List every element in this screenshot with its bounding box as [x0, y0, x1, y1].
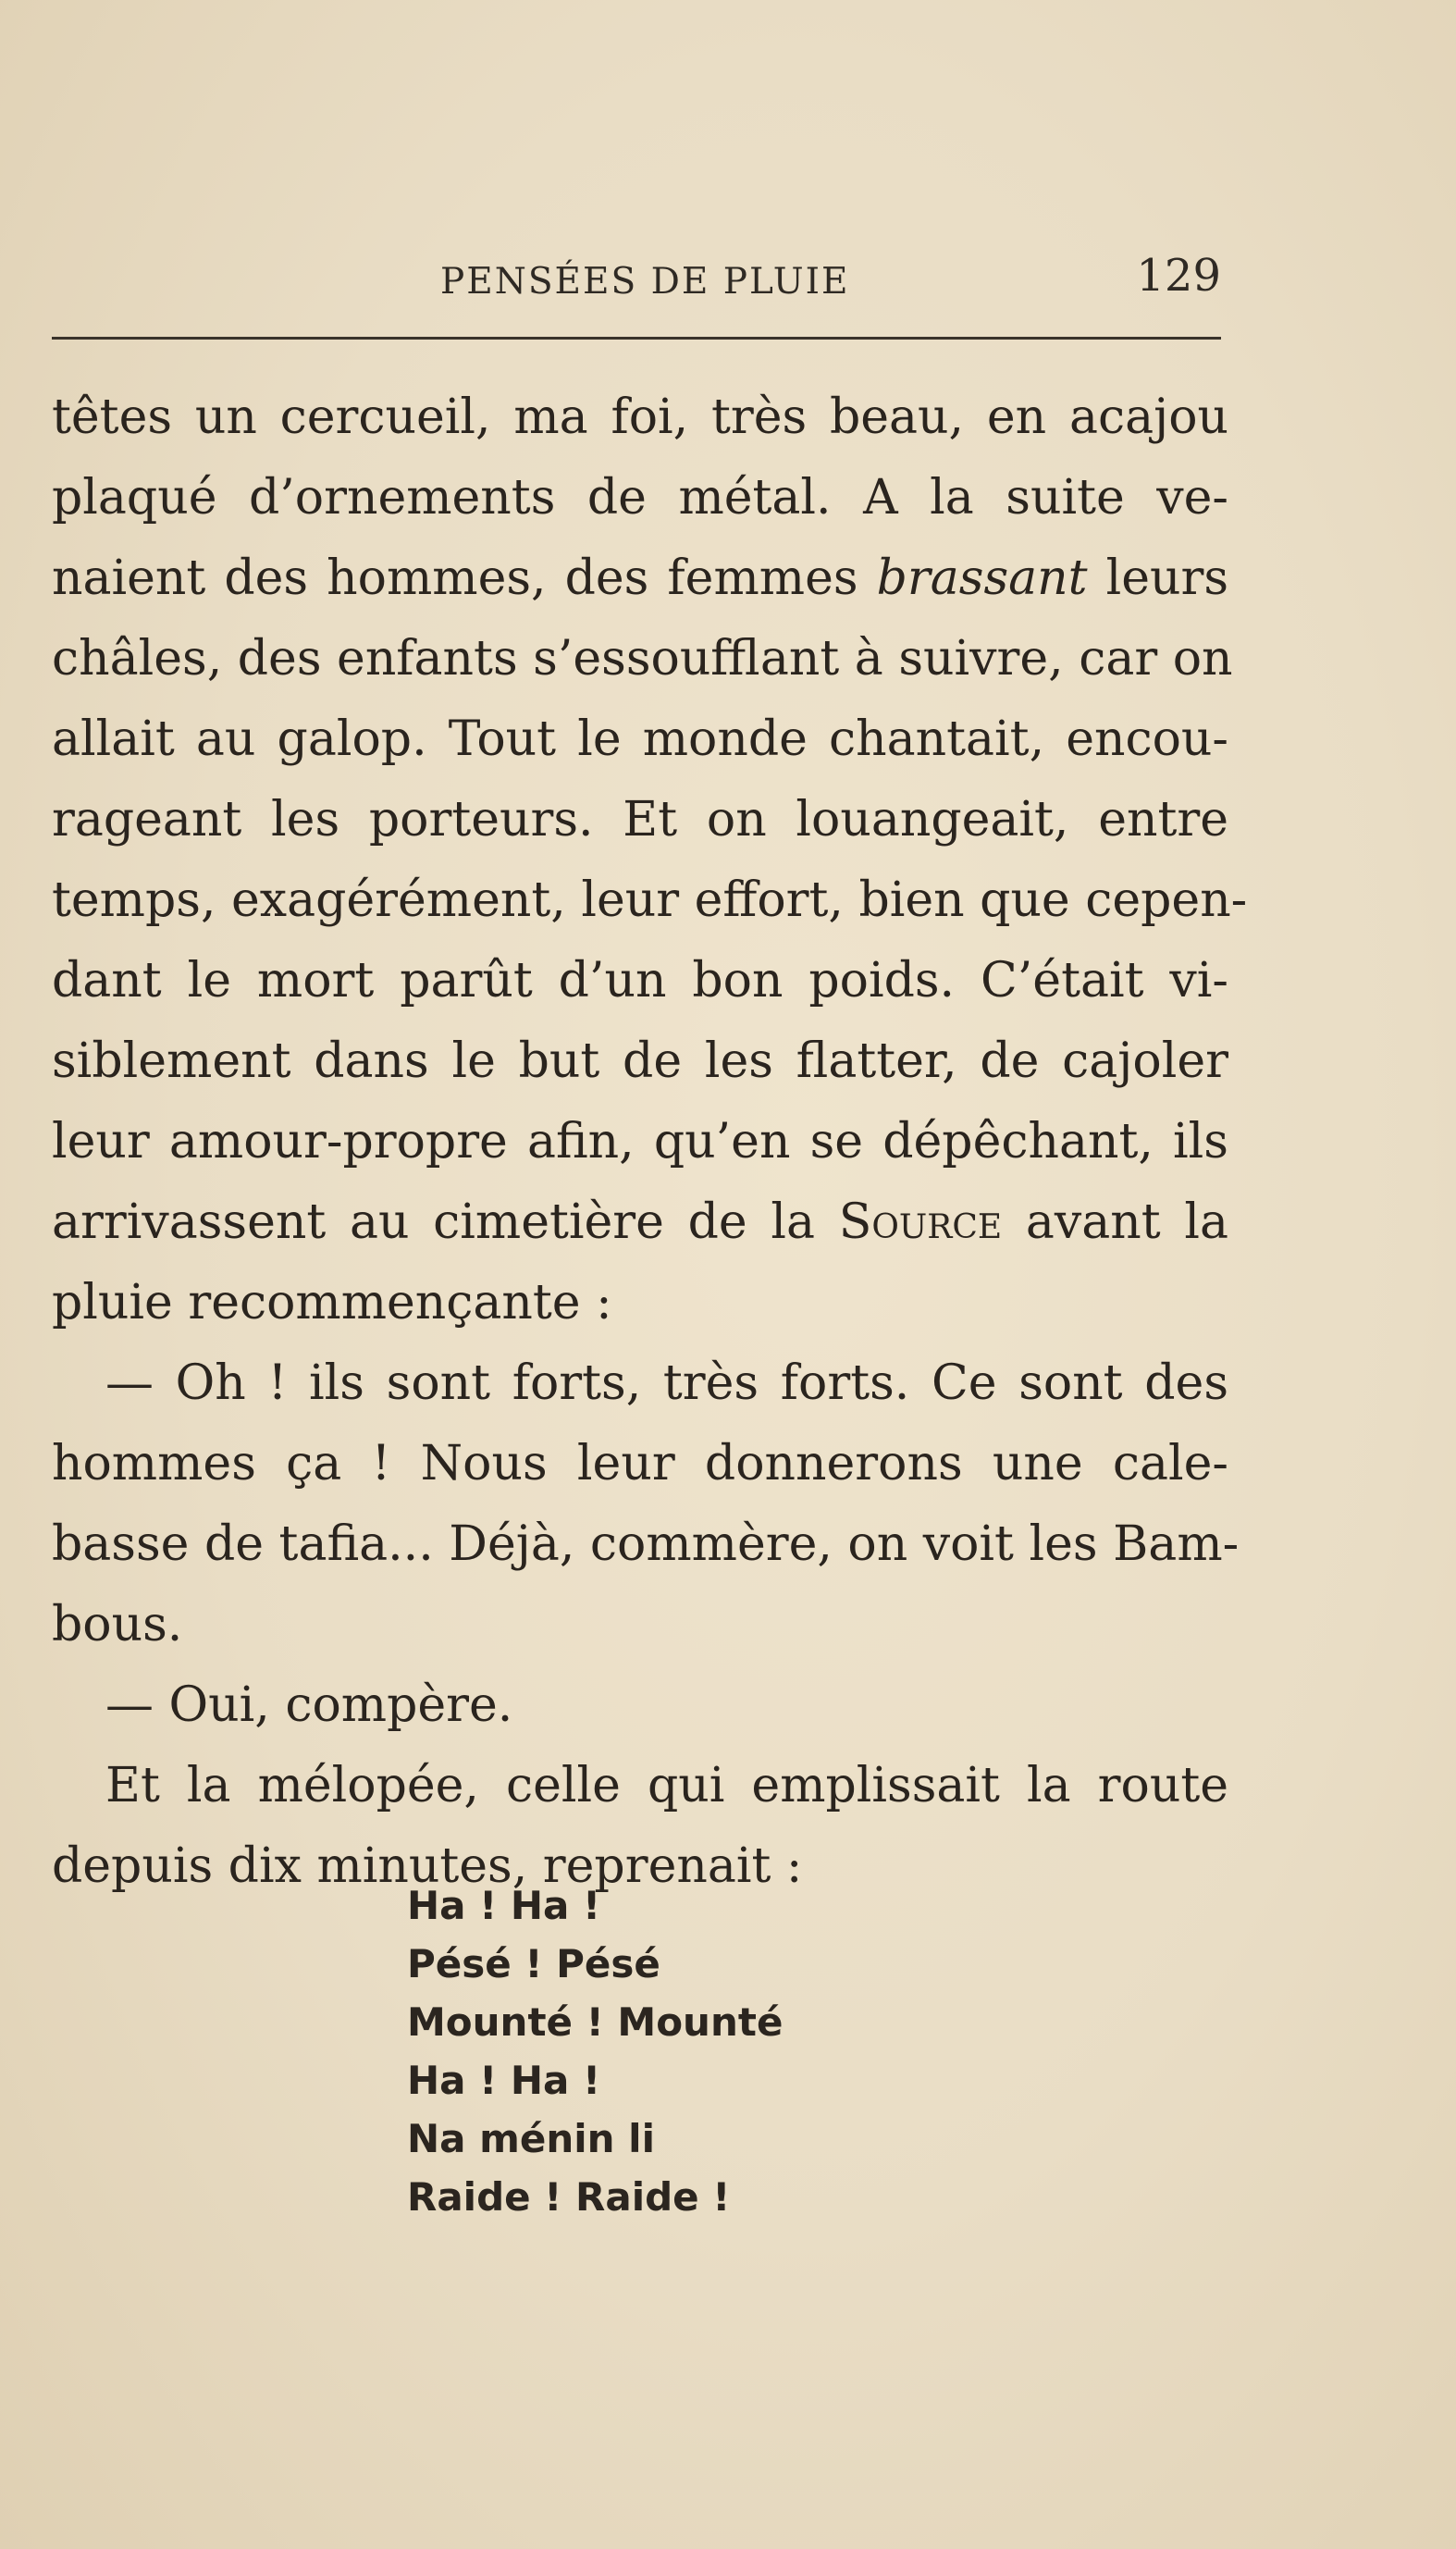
page-number: 129 — [1136, 250, 1221, 302]
song-line: Na ménin li — [407, 2116, 655, 2161]
text-line: plaqué d’ornements de métal. A la suite ve- — [52, 470, 1228, 526]
dialogue-line: bous. — [52, 1597, 183, 1652]
song-line: Ha ! Ha ! — [407, 2058, 601, 2103]
italic-word: brassant — [876, 551, 1088, 606]
text-line: têtes un cercueil, ma foi, très beau, en acajou — [52, 390, 1228, 445]
text-line: allait au galop. Tout le monde chantait, encou- — [52, 711, 1228, 767]
smallcaps-word: Source — [838, 1194, 1003, 1250]
text-line: dant le mort parût d’un bon poids. C’était vi- — [52, 953, 1228, 1008]
song-line: Raide ! Raide ! — [407, 2174, 731, 2220]
text-line: châles, des enfants s’essoufflant à suivre, car on — [52, 631, 1233, 687]
text-line: rageant les porteurs. Et on louangeait, entre — [52, 792, 1228, 848]
text-segment: leurs — [1105, 551, 1229, 606]
dialogue-line: — Oh ! ils sont forts, très forts. Ce sont des — [105, 1355, 1228, 1411]
dialogue-line: — Oui, compère. — [105, 1677, 513, 1733]
running-title: PENSÉES DE PLUIE — [440, 261, 850, 303]
text-segment: avant la — [1025, 1194, 1229, 1250]
text-line: depuis dix minutes, reprenait : — [52, 1838, 803, 1894]
text-line: siblement dans le but de les flatter, de cajoler — [52, 1033, 1228, 1089]
text-segment: naient des hommes, des femmes — [52, 551, 858, 606]
body-text — [52, 377, 1248, 1907]
running-head — [52, 248, 1227, 313]
text-line: pluie recommençante : — [52, 1275, 612, 1330]
header-rule — [52, 337, 1221, 340]
text-line: leur amour-propre afin, qu’en se dépêchant, ils — [52, 1114, 1228, 1169]
dialogue-line: hommes ça ! Nous leur donnerons une cale- — [52, 1436, 1228, 1491]
text-line-with-italic — [52, 538, 1228, 619]
text-line-with-smallcaps — [52, 1182, 1228, 1263]
song-line: Ha ! Ha ! — [407, 1883, 601, 1928]
text-line: temps, exagérément, leur effort, bien que cepen- — [52, 872, 1248, 928]
song-line: Mounté ! Mounté — [407, 1999, 784, 2045]
text-line: Et la mélopée, celle qui emplissait la route — [105, 1758, 1228, 1813]
song-verse — [407, 1876, 783, 2226]
dialogue-line: basse de tafia... Déjà, commère, on voit les Bam- — [52, 1516, 1240, 1572]
text-segment: arrivassent au cimetière de la — [52, 1194, 816, 1250]
song-line: Pésé ! Pésé — [407, 1941, 660, 1986]
